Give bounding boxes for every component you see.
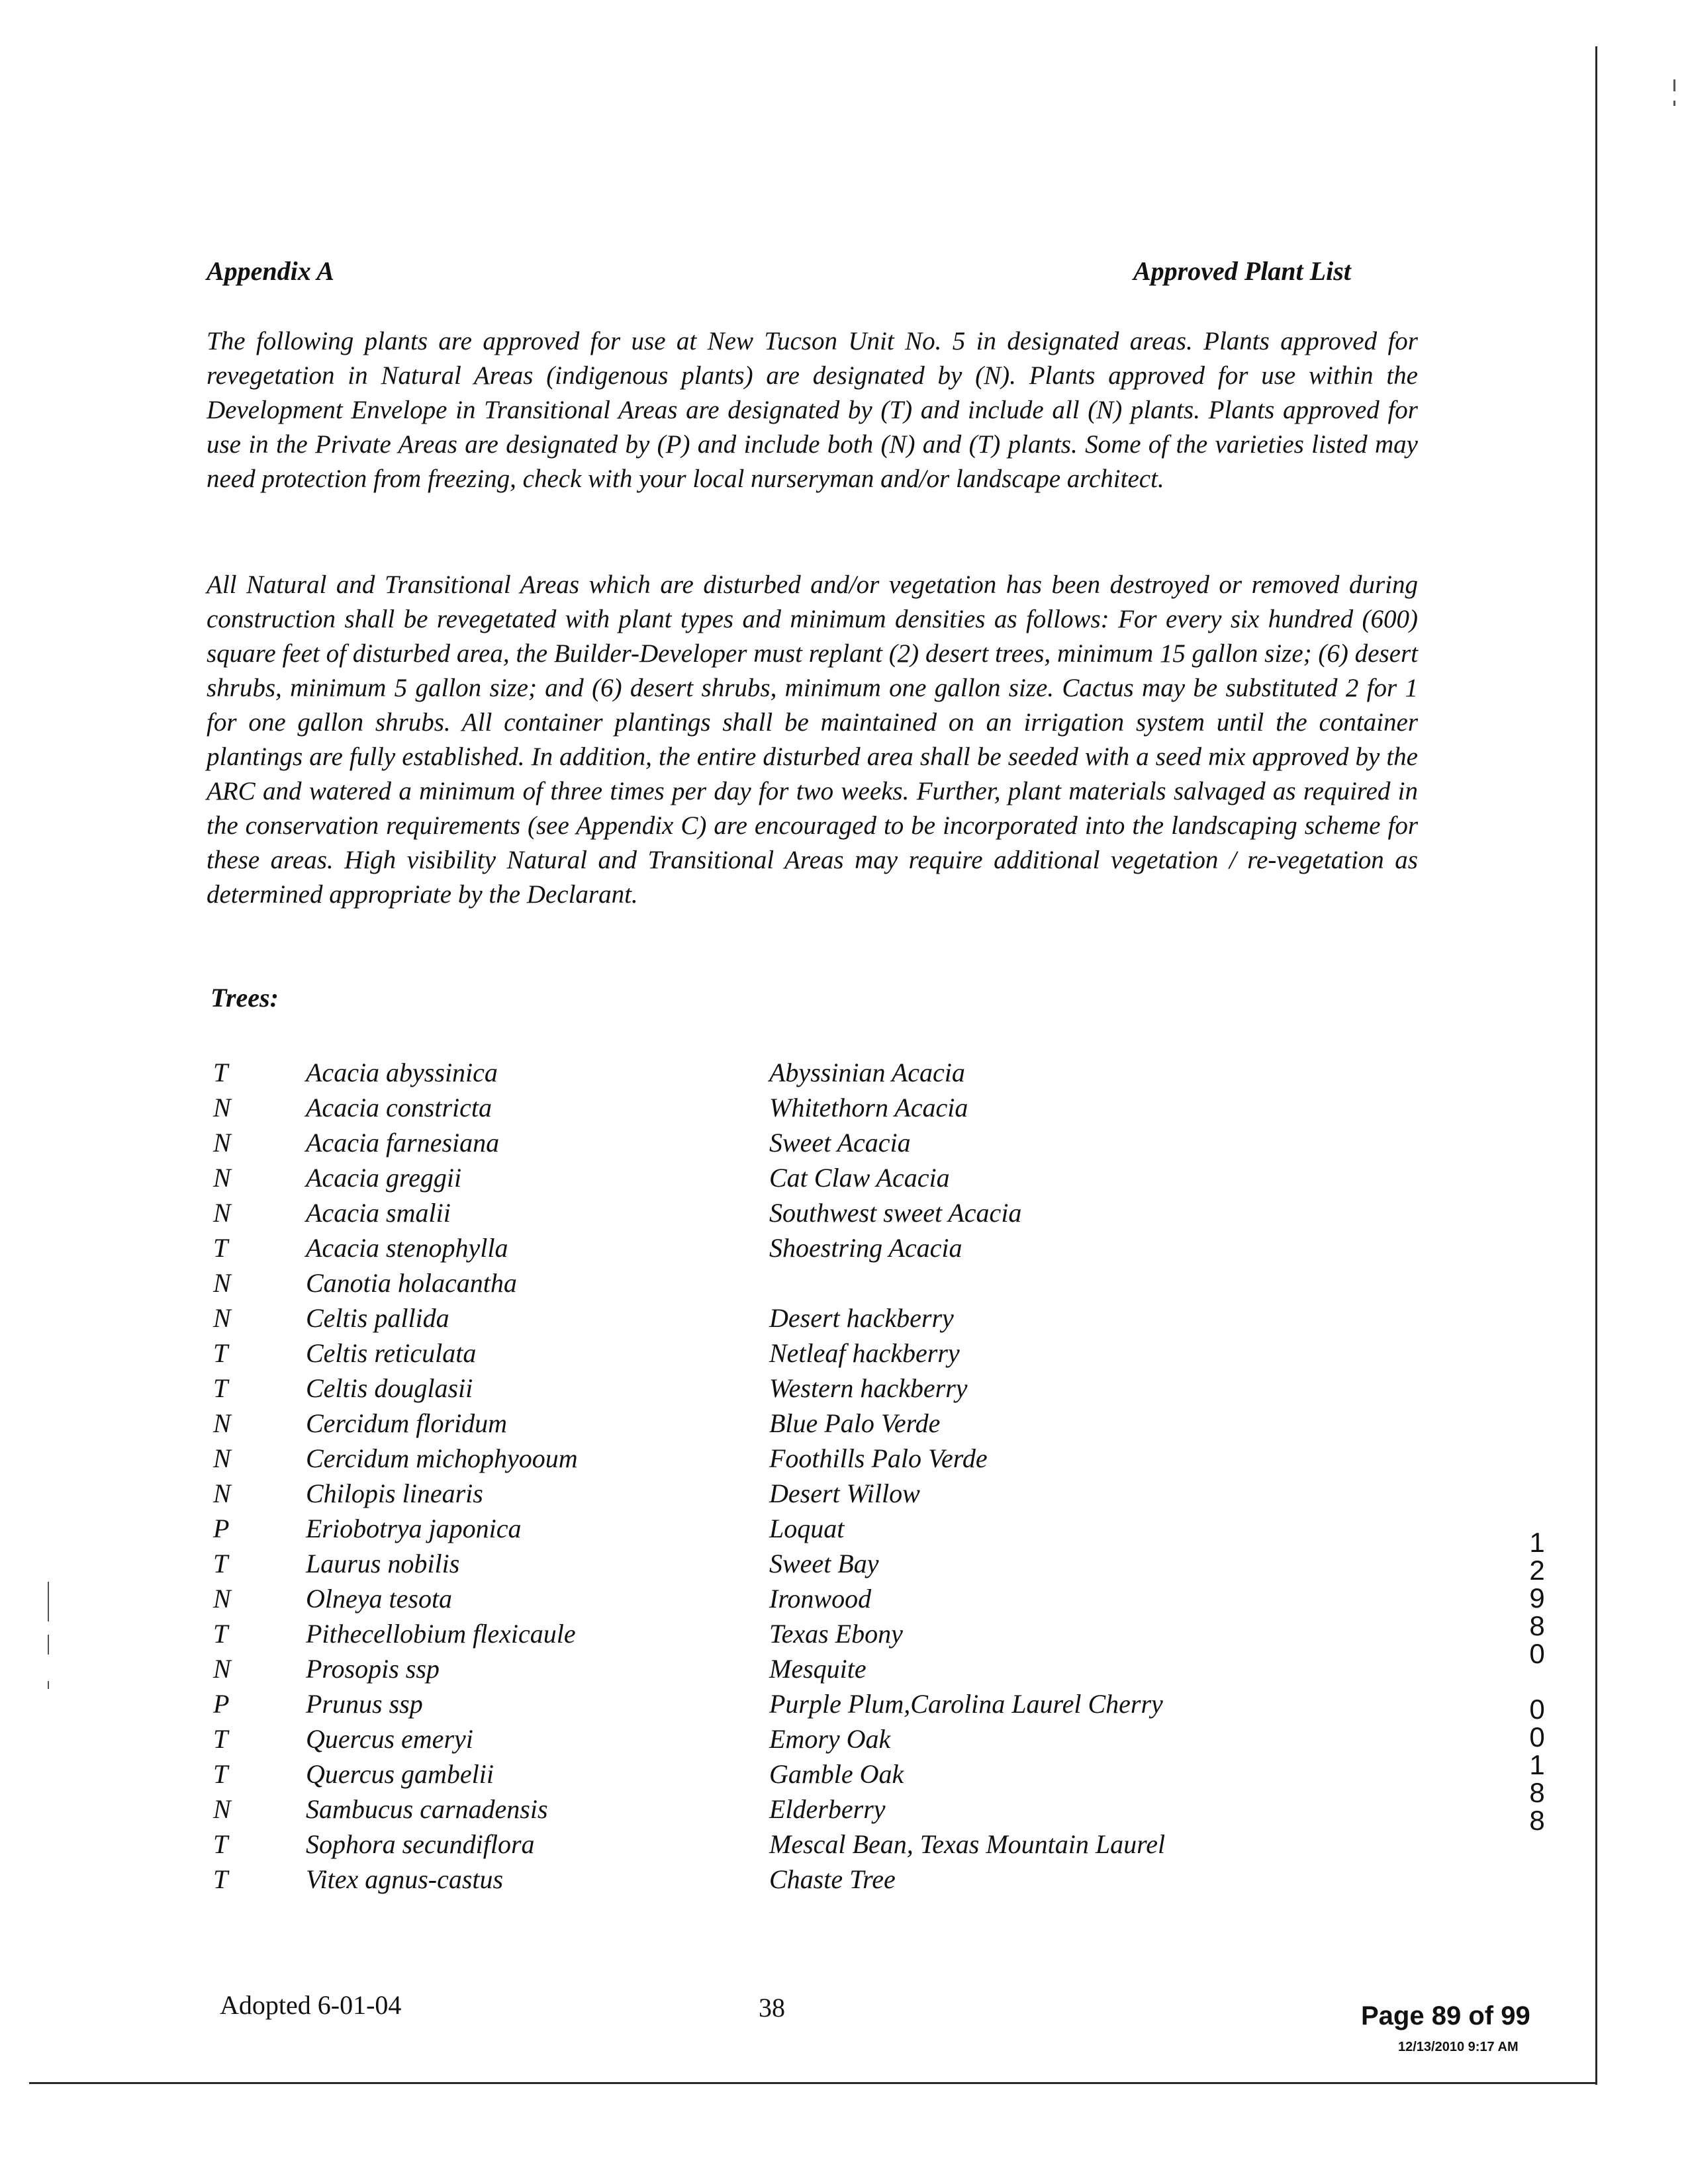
- common-name: Loquat: [769, 1514, 845, 1543]
- scan-mark: [1673, 101, 1675, 106]
- plant-row: [213, 1195, 1299, 1230]
- scientific-name: Celtis douglasii: [306, 1373, 473, 1403]
- page-number: 38: [759, 1993, 785, 2023]
- plant-code: N: [213, 1584, 231, 1614]
- plant-code: P: [213, 1689, 230, 1719]
- plant-row: [213, 1616, 1299, 1651]
- plant-code: N: [213, 1128, 231, 1158]
- scientific-name: Acacia greggii: [306, 1163, 462, 1193]
- scientific-name: Acacia farnesiana: [306, 1128, 500, 1158]
- plant-row: [213, 1336, 1299, 1371]
- side-id-char: 1: [1529, 1749, 1545, 1780]
- side-id-char: 1: [1529, 1527, 1545, 1558]
- trees-section-title: Trees:: [211, 983, 279, 1013]
- common-name: Southwest sweet Acacia: [769, 1198, 1022, 1228]
- plant-code: T: [213, 1759, 228, 1789]
- scientific-name: Celtis pallida: [306, 1303, 449, 1333]
- plant-code: N: [213, 1268, 231, 1298]
- common-name: Blue Palo Verde: [769, 1408, 941, 1438]
- scientific-name: Prosopis ssp: [306, 1654, 440, 1684]
- plant-code: P: [213, 1514, 230, 1543]
- side-id-char: 0: [1529, 1694, 1545, 1725]
- plant-code: T: [213, 1864, 228, 1894]
- scientific-name: Acacia abyssinica: [306, 1058, 498, 1087]
- scientific-name: Cercidum michophyooum: [306, 1443, 578, 1473]
- scientific-name: Laurus nobilis: [306, 1549, 460, 1578]
- plant-row: [213, 1406, 1299, 1441]
- scan-mark: [1673, 79, 1675, 91]
- common-name: Emory Oak: [769, 1724, 891, 1754]
- common-name: Whitethorn Acacia: [769, 1093, 968, 1122]
- scientific-name: Acacia constricta: [306, 1093, 492, 1122]
- common-name: Mesquite: [769, 1654, 867, 1684]
- side-id-char: 8: [1529, 1805, 1545, 1836]
- plant-code: N: [213, 1093, 231, 1122]
- plant-row: [213, 1055, 1299, 1090]
- adopted-date: Adopted 6-01-04: [220, 1990, 402, 2020]
- scientific-name: Cercidum floridum: [306, 1408, 508, 1438]
- plant-row: [213, 1125, 1299, 1160]
- plant-code: N: [213, 1408, 231, 1438]
- scan-mark: [48, 1681, 49, 1689]
- revegetation-paragraph: All Natural and Transitional Areas which are disturbed and/or vegetation has been destroyed or removed during construction shall be revegetated with plant types and minimum densities as follows: For every six hundred (600) square feet of disturbed area, the Builder-Developer must replant (2) desert trees, minimum 15 gallon size; (6) desert shrubs, minimum 5 gallon size; and (6) desert shrubs, minimum one gallon size. Cactus may be substituted 2 for 1 for one gallon shrubs. All container plantings shall be maintained on an irrigation system until the container plantings are fully established. In addition, the entire disturbed area shall be seeded with a seed mix approved by the ARC and watered a minimum of three times per day for two weeks. Further, plant materials salvaged as required in the conservation requirements (see Appendix C) are encouraged to be incorporated into the landscaping scheme for these areas. High visibility Natural and Transitional Areas may require additional vegetation / re-vegetation as determined appropriate by the Declarant.: [207, 570, 1418, 909]
- side-id-char: 8: [1529, 1777, 1545, 1808]
- scientific-name: Acacia smalii: [306, 1198, 451, 1228]
- plant-row: [213, 1371, 1299, 1406]
- common-name: Purple Plum,Carolina Laurel Cherry: [769, 1689, 1163, 1719]
- scientific-name: Canotia holacantha: [306, 1268, 517, 1298]
- plant-code: T: [213, 1829, 228, 1859]
- intro-paragraph: The following plants are approved for use at New Tucson Unit No. 5 in designated areas. Plants approved for revegetation in Natural Areas (indigenous plants) are designated by (N). Plants approved for use within the Development Envelope in Transitional Areas are designated by (T) and include all (N) plants. Plants approved for use in the Private Areas are designated by (P) and include both (N) and (T) plants. Some of the varieties listed may need protection from freezing, check with your local nurseryman and/or landscape architect.: [207, 327, 1418, 493]
- common-name: Chaste Tree: [769, 1864, 896, 1894]
- side-id-char: 0: [1529, 1638, 1545, 1669]
- common-name: Gamble Oak: [769, 1759, 904, 1789]
- stamp-timestamp: 12/13/2010 9:17 AM: [1398, 2040, 1519, 2054]
- scientific-name: Sophora secundiflora: [306, 1829, 535, 1859]
- plant-row: [213, 1511, 1299, 1546]
- plant-code: N: [213, 1479, 231, 1508]
- document-title: Approved Plant List: [1133, 256, 1351, 286]
- common-name: Ironwood: [769, 1584, 872, 1614]
- plant-code: T: [213, 1619, 228, 1649]
- common-name: Desert Willow: [769, 1479, 920, 1508]
- plant-code: N: [213, 1303, 231, 1333]
- scientific-name: Chilopis linearis: [306, 1479, 483, 1508]
- plant-row: [213, 1300, 1299, 1336]
- plant-row: [213, 1651, 1299, 1686]
- plant-code: N: [213, 1654, 231, 1684]
- common-name: Mescal Bean, Texas Mountain Laurel: [769, 1829, 1166, 1859]
- plant-code: N: [213, 1794, 231, 1824]
- scan-border-right: [1595, 46, 1597, 2085]
- plant-code: N: [213, 1163, 231, 1193]
- scientific-name: Celtis reticulata: [306, 1338, 477, 1368]
- common-name: Texas Ebony: [769, 1619, 903, 1649]
- plant-row: [213, 1686, 1299, 1721]
- common-name: Sweet Bay: [769, 1549, 879, 1578]
- plant-row: [213, 1792, 1299, 1827]
- scientific-name: Eriobotrya japonica: [306, 1514, 522, 1543]
- scientific-name: Quercus gambelii: [306, 1759, 494, 1789]
- plant-code: T: [213, 1724, 228, 1754]
- scientific-name: Acacia stenophylla: [306, 1233, 508, 1263]
- page-of-stamp: Page 89 of 99: [1361, 2001, 1530, 2030]
- plant-row: [213, 1230, 1299, 1265]
- scan-mark: [48, 1582, 49, 1621]
- scan-mark: [48, 1635, 49, 1655]
- plant-row: [213, 1756, 1299, 1792]
- common-name: Desert hackberry: [769, 1303, 954, 1333]
- plant-code: T: [213, 1338, 228, 1368]
- plant-row: [213, 1862, 1299, 1897]
- common-name: Abyssinian Acacia: [769, 1058, 965, 1087]
- scientific-name: Quercus emeryi: [306, 1724, 473, 1754]
- common-name: Foothills Palo Verde: [769, 1443, 988, 1473]
- common-name: Western hackberry: [769, 1373, 968, 1403]
- plant-code: T: [213, 1549, 228, 1578]
- side-id-char: 9: [1529, 1582, 1545, 1614]
- scientific-name: Pithecellobium flexicaule: [306, 1619, 576, 1649]
- common-name: Elderberry: [769, 1794, 886, 1824]
- plant-row: [213, 1090, 1299, 1125]
- plant-code: T: [213, 1233, 228, 1263]
- scientific-name: Olneya tesota: [306, 1584, 453, 1614]
- common-name: Sweet Acacia: [769, 1128, 911, 1158]
- plant-code: T: [213, 1058, 228, 1087]
- scientific-name: Vitex agnus-castus: [306, 1864, 504, 1894]
- plant-row: [213, 1546, 1299, 1581]
- side-id-char: 2: [1529, 1555, 1545, 1586]
- plant-row: [213, 1265, 1299, 1300]
- plant-code: T: [213, 1373, 228, 1403]
- vertical-document-id: [1524, 1529, 1550, 1835]
- appendix-label: Appendix A: [207, 256, 334, 286]
- plant-row: [213, 1476, 1299, 1511]
- plant-code: N: [213, 1443, 231, 1473]
- plant-row: [213, 1441, 1299, 1476]
- scan-border-bottom: [29, 2082, 1597, 2084]
- plant-row: [213, 1581, 1299, 1616]
- plant-list: [213, 1055, 1299, 1897]
- common-name: Shoestring Acacia: [769, 1233, 962, 1263]
- plant-row: [213, 1827, 1299, 1862]
- scientific-name: Sambucus carnadensis: [306, 1794, 548, 1824]
- plant-code: N: [213, 1198, 231, 1228]
- plant-row: [213, 1721, 1299, 1756]
- scientific-name: Prunus ssp: [306, 1689, 423, 1719]
- side-id-char: 8: [1529, 1610, 1545, 1641]
- common-name: Netleaf hackberry: [769, 1338, 960, 1368]
- side-id-char: 0: [1529, 1721, 1545, 1752]
- plant-row: [213, 1160, 1299, 1195]
- common-name: Cat Claw Acacia: [769, 1163, 950, 1193]
